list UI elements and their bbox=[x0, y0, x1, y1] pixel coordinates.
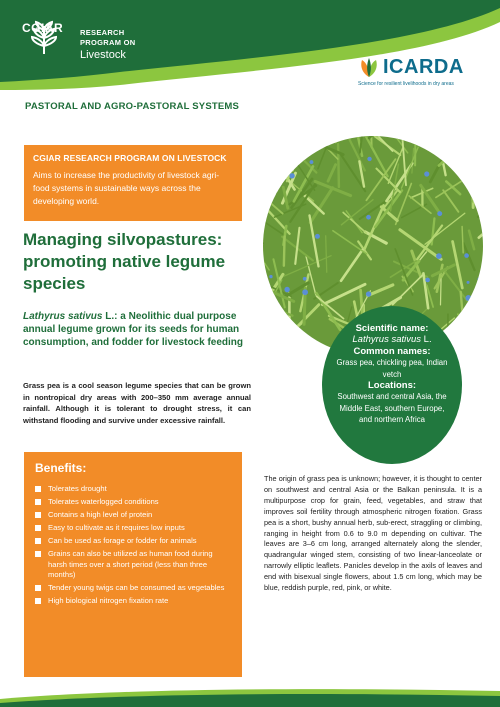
bullet-square-icon bbox=[35, 499, 41, 505]
locations-value: Southwest and central Asia, the Middle East, southern Europe, and northern Africa bbox=[337, 392, 447, 424]
bullet-square-icon bbox=[35, 486, 41, 492]
benefit-text: Easy to cultivate as it requires low inputs bbox=[48, 523, 185, 532]
list-item bbox=[34, 583, 232, 594]
list-item bbox=[34, 510, 232, 521]
program-box-title: CGIAR RESEARCH PROGRAM ON LIVESTOCK bbox=[33, 153, 227, 163]
scientific-name-author: L. bbox=[421, 334, 432, 345]
program-name bbox=[80, 28, 136, 62]
benefit-text: Tender young twigs can be consumed as vegetables bbox=[48, 583, 225, 592]
list-item bbox=[34, 497, 232, 508]
icarda-leaf-icon bbox=[358, 57, 380, 79]
program-line-1: RESEARCH bbox=[80, 28, 125, 37]
scientific-name-italic: Lathyrus sativus bbox=[352, 334, 422, 345]
page-title: Managing silvopastures: promoting native legume species bbox=[23, 230, 226, 293]
benefit-text: High biological nitrogen fixation rate bbox=[48, 596, 169, 605]
intro-paragraph: Grass pea is a cool season legume species that can be grown in nontropical dry areas with 200–350 mm average annual rainfall. Although it is tolerant to drought stress, it can withstand flooding and survive under excessive rainfall. bbox=[23, 381, 251, 425]
benefits-box bbox=[24, 452, 242, 677]
subtitle-species: Lathyrus sativus bbox=[23, 311, 103, 322]
icarda-tagline: Science for resilient livelihoods in dry areas bbox=[358, 81, 454, 87]
icarda-wordmark: ICARDA bbox=[383, 56, 464, 78]
common-names-value: Grass pea, chickling pea, Indian vetch bbox=[336, 358, 448, 379]
program-box-text: Aims to increase the productivity of livestock agri-food systems in sustainable ways across the developing world. bbox=[33, 170, 220, 206]
page-subtitle bbox=[23, 310, 248, 349]
bullet-square-icon bbox=[35, 525, 41, 531]
benefit-text: Can be used as forage or fodder for animals bbox=[48, 536, 197, 545]
bullet-square-icon bbox=[35, 538, 41, 544]
section-title: PASTORAL AND AGRO-PASTORAL SYSTEMS bbox=[25, 101, 240, 112]
program-line-3: Livestock bbox=[80, 49, 126, 61]
list-item bbox=[34, 536, 232, 547]
species-info-circle bbox=[322, 306, 462, 464]
scientific-name-value bbox=[322, 334, 462, 346]
wheat-icon bbox=[24, 20, 64, 56]
icarda-logo bbox=[358, 56, 488, 87]
common-names-heading: Common names: bbox=[353, 346, 431, 357]
list-item bbox=[34, 549, 232, 581]
locations-heading: Locations: bbox=[367, 380, 417, 391]
bullet-square-icon bbox=[35, 551, 41, 557]
list-item bbox=[34, 523, 232, 534]
bullet-square-icon bbox=[35, 598, 41, 604]
cgiar-logo bbox=[22, 20, 70, 74]
bullet-square-icon bbox=[35, 585, 41, 591]
list-item bbox=[34, 484, 232, 495]
benefit-text: Contains a high level of protein bbox=[48, 510, 153, 519]
benefit-text: Grains can also be utilized as human food during harsh times over a short period (less than three months) bbox=[48, 549, 213, 579]
list-item bbox=[34, 596, 232, 607]
benefits-title: Benefits: bbox=[35, 461, 87, 475]
benefit-text: Tolerates drought bbox=[48, 484, 107, 493]
description-paragraph: The origin of grass pea is unknown; however, it is thought to center on southwest and central Asia or the Balkan peninsula. It is a multipurpose crop for grain, feed, vegetables, and straw that improves soil fertility through atmospheric nitrogen fixation. Grass pea is a short, bushy annual herb, sub-erect, straggling or climbing, ranging in height from 0.6 to 9.0 m depending on cultivar. The leaves are 3–6 cm long, arranged alternately along the slender, quadrangular winged stem, consisting of two linear-lanceolate or narrowly elliptic leaflets. Panicles develop in the axils of leaves and end with bisexual single flowers, about 1.5 cm long, which may be blue, reddish purple, red, pink, or white. bbox=[264, 474, 482, 593]
program-box bbox=[24, 145, 242, 221]
benefit-text: Tolerates waterlogged conditions bbox=[48, 497, 159, 506]
benefits-list bbox=[34, 484, 232, 607]
bullet-square-icon bbox=[35, 512, 41, 518]
footer-wave bbox=[0, 687, 500, 707]
subtitle-description: L.: a Neolithic dual purpose annual legume grown for its seeds for human consumption, and fodder for livestock feeding bbox=[23, 311, 244, 348]
scientific-name-heading: Scientific name: bbox=[355, 323, 429, 334]
cgiar-wordmark: CGIAR bbox=[22, 21, 64, 35]
program-line-2: PROGRAM ON bbox=[80, 38, 136, 47]
